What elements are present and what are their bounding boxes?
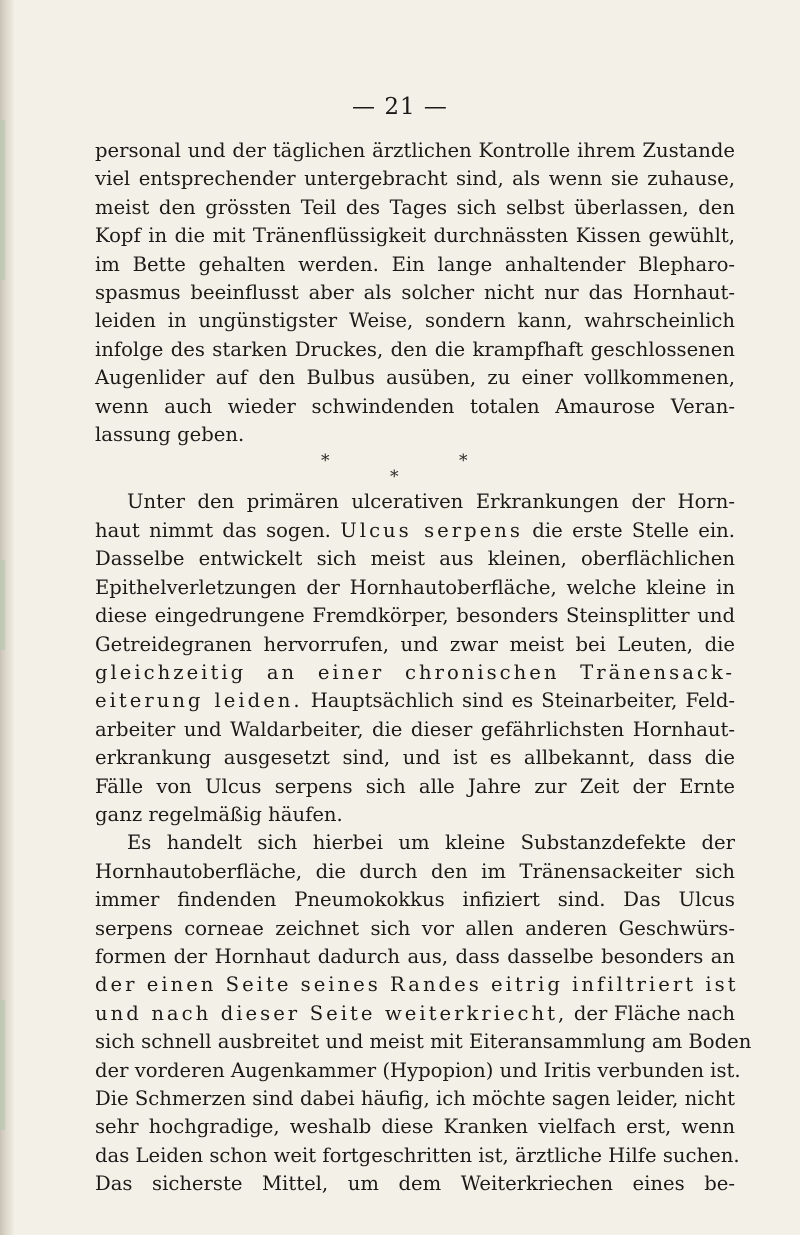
text-line: spasmus beeinflusst aber als solcher nicht nur das Hornhaut- [95,281,735,305]
text-line: Kopf in die mit Tränenflüssigkeit durchnässten Kissen gewühlt, [95,224,735,248]
text-line: formen der Hornhaut dadurch aus, dass dasselbe besonders an [95,944,735,968]
text-line: Die Schmerzen sind dabei häufig, ich möchte sagen leider, nicht [95,1087,735,1110]
paragraph [95,829,752,1198]
body-text [95,137,752,1199]
binding-stain [0,560,5,650]
text-line: Augenlider auf den Bulbus ausüben, zu einer vollkommenen, [95,366,735,390]
paragraph [95,137,735,449]
text-line: wenn auch wieder schwindenden totalen Amaurose Veran- [95,394,735,418]
text-line: lassung geben. [95,423,245,447]
text-line: im Bette gehalten werden. Ein lange anhaltender Blepharo- [95,252,735,276]
text-line: Unter den primären ulcerativen Erkrankungen der Horn- [127,490,735,514]
emphasized-term: eiterung leiden. [95,689,303,713]
asterisk: * [459,451,468,472]
text-line: meist den grössten Teil des Tages sich selbst überlassen, den [95,195,735,219]
asterisk: * [390,467,399,488]
emphasized-term: und nach dieser Seite weiterkriecht, [95,1001,568,1025]
text-line: serpens corneae zeichnet sich vor allen anderen Geschwürs- [95,916,735,940]
text-line: personal und der täglichen ärztlichen Kontrolle ihrem Zustande [95,139,735,162]
text-line: Fälle von Ulcus serpens sich alle Jahre zur Zeit der Ernte [95,774,735,798]
text-line: ganz regelmäßig häufen. [95,802,343,826]
text-line: sehr hochgradige, weshalb diese Kranken vielfach erst, wenn [95,1115,735,1139]
binding-stain [0,1000,5,1130]
page-number: — 21 — [352,94,448,120]
text-segment: der Fläche nach [573,1001,736,1025]
text-line: Epithelverletzungen der Hornhautoberfläche, welche kleine in [95,575,735,599]
asterisk: * [321,451,330,472]
text-line [95,687,735,715]
text-line: arbeiter und Waldarbeiter, die dieser gefährlichsten Hornhaut- [95,717,735,741]
section-separator [95,449,735,488]
text-line: erkrankung ausgesetzt sind, und ist es allbekannt, dass die [95,746,735,770]
text-line: Getreidegranen hervorrufen, und zwar meist bei Leuten, die [95,632,735,656]
text-line: der vorderen Augenkammer (Hypopion) und Iritis verbunden ist. [95,1058,741,1082]
text-line: infolge des starken Druckes, den die krampfhaft geschlossenen [95,337,735,361]
text-line: leiden in ungünstigster Weise, sondern kann, wahrscheinlich [95,309,735,333]
text-line: das Leiden schon weit fortgeschritten ist, ärztliche Hilfe suchen. [95,1143,740,1167]
text-segment: die erste Stelle ein. [532,518,736,542]
text-line [95,1000,735,1028]
paragraph [95,488,735,829]
emphasized-term: Ulcus serpens [340,518,523,542]
text-line: immer findenden Pneumokokkus infiziert sind. Das Ulcus [95,888,735,912]
text-line [95,517,735,545]
text-segment: Hauptsächlich sind es Steinarbeiter, Feld- [310,689,736,713]
text-line: sich schnell ausbreitet und meist mit Eiteransammlung am Boden [95,1030,752,1054]
binding-stain [0,120,5,280]
text-line: Es handelt sich hierbei um kleine Substanzdefekte der [127,831,735,855]
text-line: Das sicherste Mittel, um dem Weiterkriechen eines be- [95,1172,735,1196]
emphasized-line: gleichzeitig an einer chronischen Tränensack- [95,660,735,684]
text-segment: haut nimmt das sogen. [95,518,331,542]
text-line: viel entsprechender untergebracht sind, als wenn sie zuhause, [95,167,735,191]
emphasized-line: der einen Seite seines Randes eitrig infiltriert ist [95,973,739,997]
text-line: diese eingedrungene Fremdkörper, besonders Steinsplitter und [95,604,735,628]
text-line: Hornhautoberfläche, die durch den im Tränensackeiter sich [95,859,735,883]
text-line: Dasselbe entwickelt sich meist aus kleinen, oberflächlichen [95,547,735,571]
